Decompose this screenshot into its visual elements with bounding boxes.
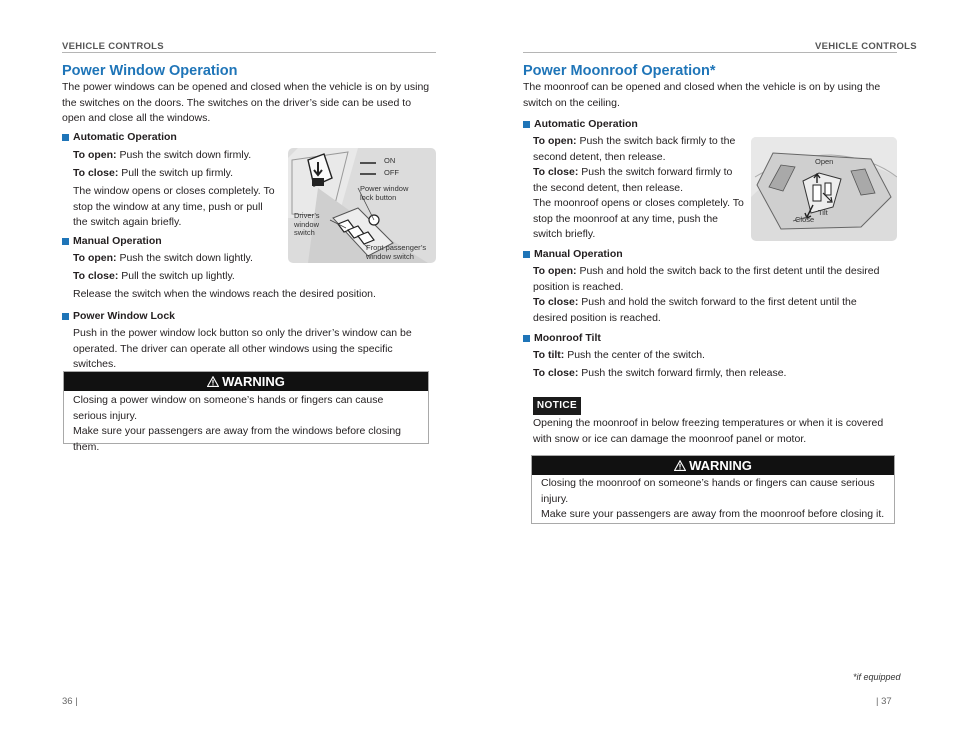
- instruction-label: To open:: [73, 252, 117, 264]
- warning-line-1: Closing a power window on someone’s hands or fingers can cause serious injury.: [73, 394, 384, 422]
- moonroof-auto-note: The moonroof opens or closes completely. To stop the moonroof at any time, push the switch briefly.: [533, 197, 744, 240]
- power-window-intro: The power windows can be opened and closed when the vehicle is on by using the switches on the doors. The switches on the driver’s side can be used to open and close all the windows.: [62, 81, 430, 124]
- instruction-text: Push the switch forward firmly, then release.: [578, 367, 787, 379]
- instruction-label: To close:: [73, 167, 119, 179]
- footnote-if-equipped: *if equipped: [853, 672, 901, 682]
- bullet-square-icon: [62, 134, 69, 141]
- power-window-switch-figure: [288, 148, 436, 263]
- subheading-label: Manual Operation: [73, 235, 162, 247]
- warning-line-2: Make sure your passengers are away from the windows before closing them.: [73, 425, 401, 453]
- instruction-text: Push the switch forward firmly to the second detent, then release.: [533, 166, 733, 194]
- moonroof-manual-open-instruction: [533, 264, 899, 295]
- instruction-text: Push and hold the switch forward to the first detent until the desired position is reached.: [533, 296, 857, 324]
- warning-box-windows: [63, 371, 429, 453]
- warning-triangle-icon: [674, 460, 686, 471]
- bullet-square-icon: [523, 121, 530, 128]
- moonroof-tilt-instruction: [533, 348, 899, 364]
- auto-open-instruction: [73, 148, 273, 164]
- subheading-label: Moonroof Tilt: [534, 332, 601, 344]
- warning-title: WARNING: [222, 374, 285, 389]
- warning-box-moonroof: [531, 455, 895, 524]
- notice-text: Opening the moonroof in below freezing temperatures or when it is covered with snow or ice can damage the moonroof panel or motor.: [533, 417, 884, 445]
- moonroof-switch-illustration: [751, 137, 897, 241]
- bullet-square-icon: [62, 238, 69, 245]
- auto-close-instruction: [73, 166, 273, 182]
- manual-close-instruction: [73, 269, 278, 285]
- running-header-left: VEHICLE CONTROLS: [62, 41, 164, 52]
- page-number-left: 36 |: [62, 696, 78, 707]
- instruction-text: Push the switch down lightly.: [116, 252, 253, 264]
- subheading-moonroof-tilt: [523, 332, 601, 344]
- subheading-label: Power Window Lock: [73, 310, 175, 322]
- warning-line-2: Make sure your passengers are away from the moonroof before closing it.: [541, 508, 885, 520]
- auto-operation-note: The window opens or closes completely. To stop the window at any time, push or pull the switch again briefly.: [73, 185, 275, 228]
- instruction-text: Push and hold the switch back to the first detent until the desired position is reached.: [533, 265, 880, 293]
- moonroof-close-label: Close: [795, 215, 815, 224]
- instruction-text: Push the switch down firmly.: [116, 149, 252, 161]
- moonroof-manual-close-instruction: [533, 295, 883, 326]
- moonroof-auto-close-instruction: [533, 165, 745, 196]
- subheading-label: Automatic Operation: [73, 131, 177, 143]
- subheading-automatic-operation-moonroof: [523, 118, 638, 130]
- passenger-switch-label: Front passenger’s window switch: [366, 243, 427, 261]
- instruction-text: Push the switch back firmly to the second detent, then release.: [533, 135, 736, 163]
- moonroof-intro: The moonroof can be opened and closed when the vehicle is on by using the switch on the ceiling.: [523, 81, 881, 109]
- bullet-square-icon: [523, 251, 530, 258]
- subheading-power-window-lock: [62, 310, 175, 322]
- instruction-label: To close:: [533, 296, 579, 308]
- manual-operation-note: Release the switch when the windows reach the desired position.: [73, 288, 376, 300]
- moonroof-tilt-close-instruction: [533, 366, 899, 382]
- moonroof-switch-figure: [751, 137, 897, 241]
- lock-off-label: OFF: [384, 168, 399, 177]
- subheading-manual-operation: [62, 235, 162, 247]
- moonroof-auto-open-instruction: [533, 134, 743, 165]
- notice-badge: NOTICE: [533, 397, 581, 415]
- header-rule-right: [523, 52, 897, 53]
- lock-button-label: Power window lock button: [360, 184, 409, 202]
- instruction-label: To open:: [73, 149, 117, 161]
- bullet-square-icon: [62, 313, 69, 320]
- instruction-label: To tilt:: [533, 349, 565, 361]
- moonroof-tilt-label: Tilt: [818, 208, 828, 217]
- bullet-square-icon: [523, 335, 530, 342]
- instruction-label: To close:: [533, 367, 579, 379]
- power-window-lock-text: Push in the power window lock button so only the driver’s window can be operated. The driver can operate all other windows using the specific switches.: [73, 327, 412, 370]
- subheading-label: Manual Operation: [534, 248, 623, 260]
- subheading-automatic-operation: [62, 131, 177, 143]
- warning-title-bar: [532, 456, 894, 475]
- instruction-text: Push the center of the switch.: [564, 349, 705, 361]
- moonroof-open-label: Open: [815, 157, 834, 166]
- instruction-label: To close:: [73, 270, 119, 282]
- running-header-right: VEHICLE CONTROLS: [815, 41, 917, 52]
- lock-on-label: ON: [384, 156, 396, 165]
- header-rule-left: [62, 52, 436, 53]
- instruction-label: To open:: [533, 135, 577, 147]
- warning-line-1: Closing the moonroof on someone’s hands or fingers can cause serious injury.: [541, 477, 875, 505]
- instruction-label: To close:: [533, 166, 579, 178]
- warning-triangle-icon: [207, 376, 219, 387]
- page-number-right: | 37: [876, 696, 892, 707]
- section-title-power-window: Power Window Operation: [62, 63, 238, 79]
- driver-switch-label: Driver’s window switch: [294, 211, 320, 237]
- instruction-text: Pull the switch up firmly.: [118, 167, 234, 179]
- manual-open-instruction: [73, 251, 278, 267]
- subheading-manual-operation-moonroof: [523, 248, 623, 260]
- instruction-label: To open:: [533, 265, 577, 277]
- warning-title-bar: [64, 372, 428, 391]
- warning-title: WARNING: [689, 458, 752, 473]
- subheading-label: Automatic Operation: [534, 118, 638, 130]
- instruction-text: Pull the switch up lightly.: [118, 270, 235, 282]
- section-title-moonroof: Power Moonroof Operation*: [523, 63, 716, 79]
